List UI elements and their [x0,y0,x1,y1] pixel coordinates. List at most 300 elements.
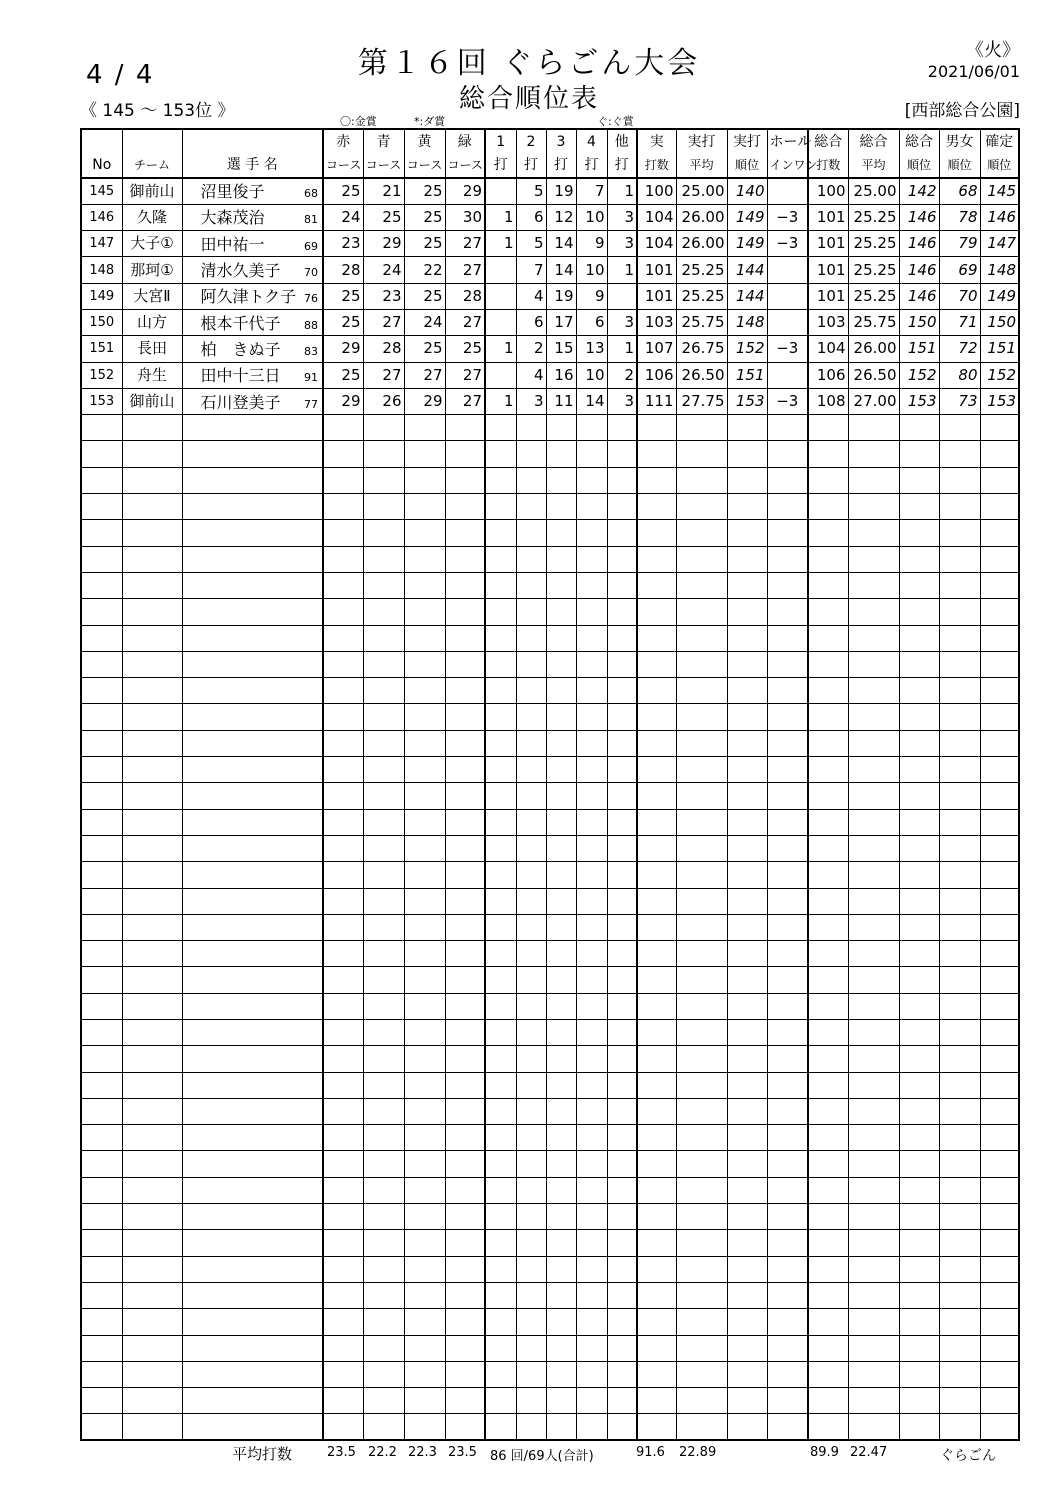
cell-d3 [546,809,576,835]
cell-d1: 1 [485,231,516,257]
cell-d2: 5 [516,231,546,257]
cell-other [607,520,637,546]
cell-midori [445,1125,485,1151]
cell-gender-rank [939,1072,980,1098]
cell-midori [445,678,485,704]
cell-other: 1 [607,336,637,362]
cell-sogo-avg [848,494,899,520]
cell-d1 [485,362,516,388]
cell-aka [323,1177,363,1203]
player-age: 76 [304,292,318,306]
cell-jitsu [637,1204,676,1230]
cell-other: 3 [607,231,637,257]
cell-team [122,520,182,546]
cell-d2: 6 [516,204,546,230]
cell-jitsu-avg [676,1282,727,1308]
header-top-cell: 実打 [727,129,767,153]
footer-sogo-total: 89.9 [810,1445,839,1460]
header-top-cell: 男女 [939,129,980,153]
cell-ao [363,730,404,756]
cell-ao [363,914,404,940]
cell-sogo-rank [899,1282,939,1308]
cell-d4 [576,1282,607,1308]
empty-row [81,1335,1019,1361]
cell-hio [767,283,808,309]
cell-final-rank [980,1388,1019,1414]
cell-final-rank [980,835,1019,861]
cell-sogo [808,599,848,625]
cell-ki [404,494,445,520]
cell-sogo-rank [899,678,939,704]
cell-d4: 9 [576,283,607,309]
cell-d2 [516,1177,546,1203]
cell-midori [445,862,485,888]
cell-sogo-avg: 25.25 [848,231,899,257]
cell-jitsu [637,1414,676,1440]
footer-label: 平均打数 [232,1445,293,1463]
cell-sogo-avg: 26.50 [848,362,899,388]
cell-ki: 24 [404,309,445,335]
cell-d3 [546,1020,576,1046]
cell-d2 [516,704,546,730]
cell-d1 [485,862,516,888]
cell-d1 [485,1309,516,1335]
cell-d3 [546,888,576,914]
cell-name [182,388,323,414]
empty-row [81,809,1019,835]
cell-sogo-rank [899,862,939,888]
ranking-table [80,128,1020,1441]
cell-sogo [808,809,848,835]
cell-final-rank [980,914,1019,940]
cell-jitsu-rank [727,1177,767,1203]
cell-sogo-avg [848,1046,899,1072]
cell-d1 [485,467,516,493]
cell-aka [323,941,363,967]
cell-jitsu-avg: 26.50 [676,362,727,388]
cell-d4 [576,1177,607,1203]
cell-midori [445,1046,485,1072]
empty-row [81,704,1019,730]
cell-d3 [546,1361,576,1387]
cell-no: 152 [81,362,122,388]
cell-d2: 5 [516,178,546,204]
cell-gender-rank [939,757,980,783]
header-top-cell: 総合 [808,129,848,153]
header-top-cell [122,129,182,153]
cell-ao [363,678,404,704]
cell-sogo: 103 [808,309,848,335]
cell-jitsu [637,835,676,861]
cell-d4 [576,546,607,572]
cell-sogo-rank [899,783,939,809]
cell-sogo [808,862,848,888]
cell-d2 [516,993,546,1019]
cell-ki [404,415,445,441]
header-bottom-cell: チーム [122,153,182,178]
cell-d1 [485,967,516,993]
cell-no [81,1072,122,1098]
cell-hio [767,783,808,809]
cell-midori [445,1388,485,1414]
header-bottom-cell: 順位 [939,153,980,178]
cell-ki [404,967,445,993]
cell-name [182,231,323,257]
cell-team [122,757,182,783]
cell-ki [404,1072,445,1098]
cell-gender-rank [939,1335,980,1361]
cell-jitsu [637,651,676,677]
page-subtitle: 総合順位表 [458,84,599,114]
cell-name [182,599,323,625]
cell-ao [363,1072,404,1098]
cell-ki [404,1388,445,1414]
cell-sogo-avg [848,888,899,914]
cell-aka [323,520,363,546]
cell-ki [404,809,445,835]
cell-team [122,1256,182,1282]
cell-d3 [546,1282,576,1308]
cell-final-rank [980,941,1019,967]
cell-jitsu-rank: 140 [727,178,767,204]
cell-final-rank [980,572,1019,598]
cell-d4 [576,835,607,861]
cell-jitsu-avg [676,914,727,940]
cell-d4 [576,520,607,546]
cell-d2: 4 [516,362,546,388]
cell-sogo [808,757,848,783]
cell-other [607,1388,637,1414]
player-name-wrap [185,208,321,226]
cell-d1 [485,546,516,572]
cell-jitsu-rank [727,1204,767,1230]
weekday: 《火》 [966,40,1020,61]
cell-hio [767,757,808,783]
cell-midori [445,1256,485,1282]
cell-sogo-rank [899,1125,939,1151]
cell-final-rank [980,1020,1019,1046]
cell-no [81,993,122,1019]
cell-d1 [485,1098,516,1124]
cell-sogo [808,625,848,651]
cell-d1 [485,178,516,204]
award-da-note: *:ダ賞 [414,115,446,128]
player-age: 91 [304,371,318,385]
cell-midori: 30 [445,204,485,230]
cell-jitsu-rank [727,1414,767,1440]
cell-sogo-avg [848,441,899,467]
cell-aka: 25 [323,283,363,309]
empty-row [81,993,1019,1019]
cell-other [607,993,637,1019]
player-age: 81 [304,213,318,227]
cell-gender-rank [939,546,980,572]
cell-ao: 24 [363,257,404,283]
cell-no [81,862,122,888]
cell-d1 [485,783,516,809]
cell-team [122,1335,182,1361]
empty-row [81,1020,1019,1046]
cell-d2 [516,941,546,967]
cell-other [607,599,637,625]
cell-d3 [546,1414,576,1440]
cell-jitsu-avg [676,599,727,625]
cell-other [607,494,637,520]
cell-name [182,730,323,756]
cell-sogo: 101 [808,231,848,257]
cell-aka [323,1361,363,1387]
cell-other [607,651,637,677]
cell-ki [404,599,445,625]
cell-sogo-avg [848,1098,899,1124]
cell-gender-rank [939,1256,980,1282]
cell-hio [767,1177,808,1203]
cell-d4 [576,993,607,1019]
cell-team: 山方 [122,309,182,335]
cell-no: 146 [81,204,122,230]
cell-aka [323,678,363,704]
cell-name [182,1335,323,1361]
cell-sogo [808,520,848,546]
cell-d1: 1 [485,388,516,414]
cell-d3: 14 [546,231,576,257]
cell-ki [404,1020,445,1046]
cell-jitsu-avg [676,467,727,493]
cell-ao [363,967,404,993]
cell-jitsu-avg [676,441,727,467]
cell-aka [323,1020,363,1046]
cell-ao [363,809,404,835]
cell-ki [404,572,445,598]
cell-d2 [516,1414,546,1440]
cell-gender-rank [939,467,980,493]
cell-ki [404,730,445,756]
cell-jitsu-rank [727,1282,767,1308]
cell-no [81,1309,122,1335]
cell-sogo [808,467,848,493]
cell-d2 [516,730,546,756]
empty-row [81,783,1019,809]
cell-d1 [485,1020,516,1046]
header-top-cell: 総合 [848,129,899,153]
cell-no: 149 [81,283,122,309]
cell-final-rank [980,625,1019,651]
cell-gender-rank [939,862,980,888]
cell-d1 [485,1230,516,1256]
cell-ao: 28 [363,336,404,362]
cell-ki [404,1256,445,1282]
cell-d3: 19 [546,178,576,204]
cell-d3 [546,967,576,993]
cell-midori [445,572,485,598]
cell-d4 [576,809,607,835]
cell-jitsu-rank [727,1125,767,1151]
cell-other [607,704,637,730]
cell-sogo [808,678,848,704]
cell-d2 [516,520,546,546]
cell-no [81,1020,122,1046]
cell-d3: 11 [546,388,576,414]
cell-jitsu-avg [676,1020,727,1046]
cell-d2 [516,678,546,704]
cell-hio [767,809,808,835]
cell-ki: 25 [404,283,445,309]
cell-hio [767,1072,808,1098]
cell-jitsu-avg [676,1072,727,1098]
cell-ki [404,704,445,730]
header-bottom-cell: 打 [607,153,637,178]
cell-jitsu [637,678,676,704]
cell-d2: 2 [516,336,546,362]
cell-ki: 25 [404,204,445,230]
cell-team [122,467,182,493]
header-bottom-cell: コース [404,153,445,178]
cell-name [182,941,323,967]
cell-team: 大子① [122,231,182,257]
cell-jitsu [637,599,676,625]
cell-sogo-rank: 146 [899,283,939,309]
cell-jitsu-avg [676,1414,727,1440]
cell-sogo-rank [899,494,939,520]
cell-sogo-avg [848,1361,899,1387]
cell-aka [323,914,363,940]
cell-aka: 23 [323,231,363,257]
cell-no [81,1335,122,1361]
cell-jitsu-rank [727,862,767,888]
cell-jitsu-avg [676,1361,727,1387]
cell-ki [404,678,445,704]
cell-hio [767,1125,808,1151]
cell-midori [445,1177,485,1203]
cell-midori [445,415,485,441]
cell-d2 [516,914,546,940]
cell-d4 [576,1151,607,1177]
cell-ki: 29 [404,388,445,414]
cell-no [81,1046,122,1072]
cell-d3 [546,1072,576,1098]
cell-hio [767,835,808,861]
cell-sogo-rank [899,467,939,493]
table-row [81,336,1019,362]
cell-other [607,572,637,598]
cell-d2: 7 [516,257,546,283]
cell-jitsu: 107 [637,336,676,362]
cell-sogo-rank [899,599,939,625]
cell-sogo-avg [848,809,899,835]
cell-d2 [516,835,546,861]
cell-d1 [485,835,516,861]
cell-final-rank [980,967,1019,993]
cell-d2 [516,1072,546,1098]
cell-other [607,757,637,783]
footer-avg-ki: 22.3 [408,1445,437,1460]
cell-aka [323,1388,363,1414]
cell-sogo-avg [848,1388,899,1414]
cell-gender-rank [939,967,980,993]
cell-ki: 22 [404,257,445,283]
cell-jitsu [637,467,676,493]
cell-other [607,967,637,993]
cell-no [81,441,122,467]
cell-other [607,283,637,309]
cell-hio [767,1204,808,1230]
cell-d2 [516,1309,546,1335]
cell-midori [445,520,485,546]
cell-d1 [485,704,516,730]
empty-row [81,941,1019,967]
cell-final-rank [980,1177,1019,1203]
cell-d2 [516,599,546,625]
cell-jitsu [637,1256,676,1282]
cell-final-rank: 153 [980,388,1019,414]
cell-name [182,1361,323,1387]
cell-d2: 3 [516,388,546,414]
cell-sogo-avg [848,1335,899,1361]
cell-ki [404,941,445,967]
cell-jitsu [637,494,676,520]
cell-no [81,1098,122,1124]
cell-sogo-rank [899,1177,939,1203]
cell-final-rank: 147 [980,231,1019,257]
cell-aka [323,572,363,598]
player-name: 清水久美子 [200,261,281,281]
cell-ki: 25 [404,336,445,362]
cell-d4 [576,967,607,993]
cell-ao [363,862,404,888]
cell-sogo-avg [848,599,899,625]
cell-d4 [576,1256,607,1282]
cell-hio [767,441,808,467]
cell-final-rank [980,704,1019,730]
cell-other [607,1072,637,1098]
footer-avg-ao: 22.2 [368,1445,397,1460]
cell-ki [404,888,445,914]
cell-sogo-rank [899,625,939,651]
cell-d3 [546,678,576,704]
cell-team [122,1072,182,1098]
cell-d3: 17 [546,309,576,335]
cell-name [182,757,323,783]
cell-aka [323,835,363,861]
cell-ao: 26 [363,388,404,414]
cell-d3 [546,993,576,1019]
cell-aka [323,467,363,493]
cell-no [81,730,122,756]
cell-gender-rank [939,914,980,940]
cell-d3 [546,1335,576,1361]
cell-sogo-rank [899,546,939,572]
player-name: 根本千代子 [200,313,281,333]
empty-row [81,494,1019,520]
cell-jitsu [637,941,676,967]
cell-d1 [485,914,516,940]
cell-d3 [546,1046,576,1072]
cell-sogo-rank [899,572,939,598]
cell-gender-rank [939,730,980,756]
cell-name [182,1125,323,1151]
cell-jitsu-rank [727,1230,767,1256]
cell-d4 [576,730,607,756]
cell-sogo [808,546,848,572]
cell-midori [445,914,485,940]
cell-jitsu: 106 [637,362,676,388]
cell-sogo [808,1072,848,1098]
header-top-cell: 実打 [676,129,727,153]
cell-aka: 29 [323,388,363,414]
table-row [81,257,1019,283]
cell-name [182,494,323,520]
cell-d3 [546,1230,576,1256]
